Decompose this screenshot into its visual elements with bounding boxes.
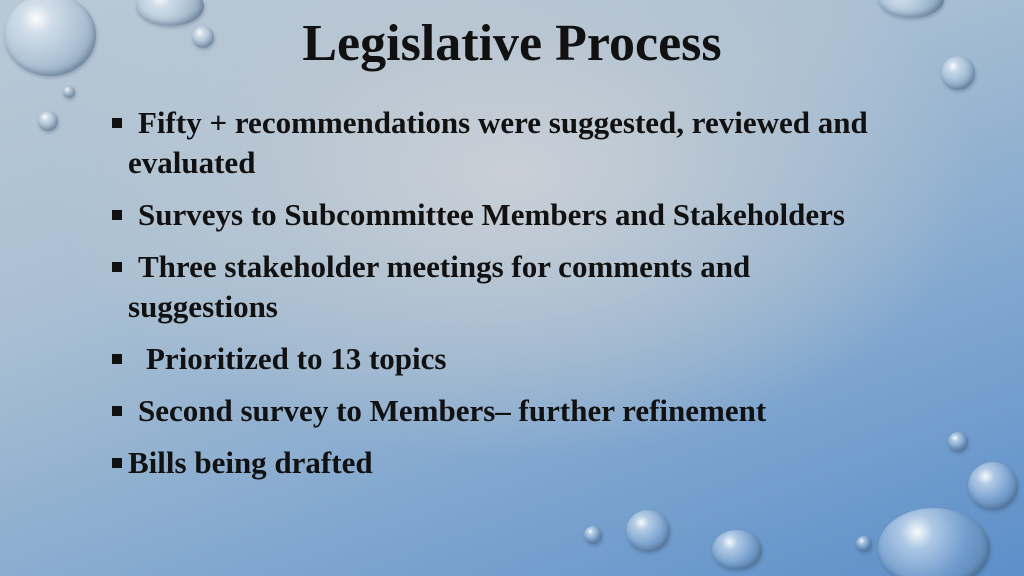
bullet-list — [110, 103, 970, 495]
bullet-text-continued: evaluated — [128, 145, 256, 180]
bullet-text: Fifty + recommendations were suggested, reviewed and — [138, 105, 868, 140]
square-bullet-icon — [112, 458, 122, 468]
square-bullet-icon — [112, 118, 122, 128]
bullet-text: Second survey to Members– further refinement — [138, 393, 767, 428]
bullet-text-continued: suggestions — [128, 289, 278, 324]
water-droplet-icon — [584, 526, 602, 544]
square-bullet-icon — [112, 262, 122, 272]
bullet-item — [110, 443, 970, 483]
bullet-text: Surveys to Subcommittee Members and Stakeholders — [138, 197, 845, 232]
water-droplet-icon — [712, 530, 762, 570]
water-droplet-icon — [968, 462, 1018, 510]
water-droplet-icon — [856, 536, 872, 552]
bullet-item — [110, 339, 970, 379]
water-droplet-icon — [63, 86, 75, 98]
square-bullet-icon — [112, 406, 122, 416]
water-droplet-icon — [38, 111, 58, 131]
water-droplet-icon — [626, 510, 670, 552]
bullet-item — [110, 247, 970, 327]
bullet-text: Three stakeholder meetings for comments and — [138, 249, 751, 284]
square-bullet-icon — [112, 354, 122, 364]
water-droplet-icon — [878, 508, 990, 576]
slide-title: Legislative Process — [302, 15, 722, 72]
square-bullet-icon — [112, 210, 122, 220]
bullet-item — [110, 103, 970, 183]
bullet-text: Bills being drafted — [128, 445, 373, 480]
bullet-item — [110, 391, 970, 431]
bullet-text: Prioritized to 13 topics — [146, 341, 447, 376]
bullet-item — [110, 195, 970, 235]
